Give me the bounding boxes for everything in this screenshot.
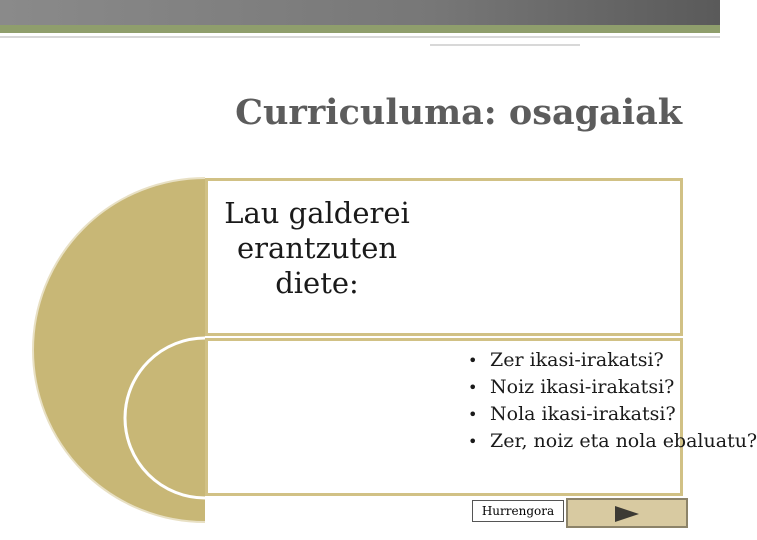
list-item: • Noiz ikasi-irakatsi?: [468, 374, 757, 401]
bullet-dot-icon: •: [468, 405, 478, 424]
box-heading-text: Lau galderei erantzuten diete:: [224, 196, 410, 300]
arc-outer-fill: [33, 178, 205, 522]
list-item: • Zer ikasi-irakatsi?: [468, 347, 757, 374]
bullet-dot-icon: •: [468, 351, 478, 370]
list-item: • Nola ikasi-irakatsi?: [468, 401, 757, 428]
bullet-dot-icon: •: [468, 378, 478, 397]
list-item: • Zer, noiz eta nola ebaluatu?: [468, 428, 757, 455]
slide-title: Curriculuma: osagaiak: [235, 92, 682, 133]
question-list: [468, 347, 757, 455]
bullet-box: [205, 338, 757, 496]
next-label[interactable]: Hurrengora: [472, 500, 564, 522]
play-triangle-icon: [613, 505, 641, 523]
bullet-dot-icon: •: [468, 432, 478, 451]
next-button[interactable]: [566, 498, 688, 528]
